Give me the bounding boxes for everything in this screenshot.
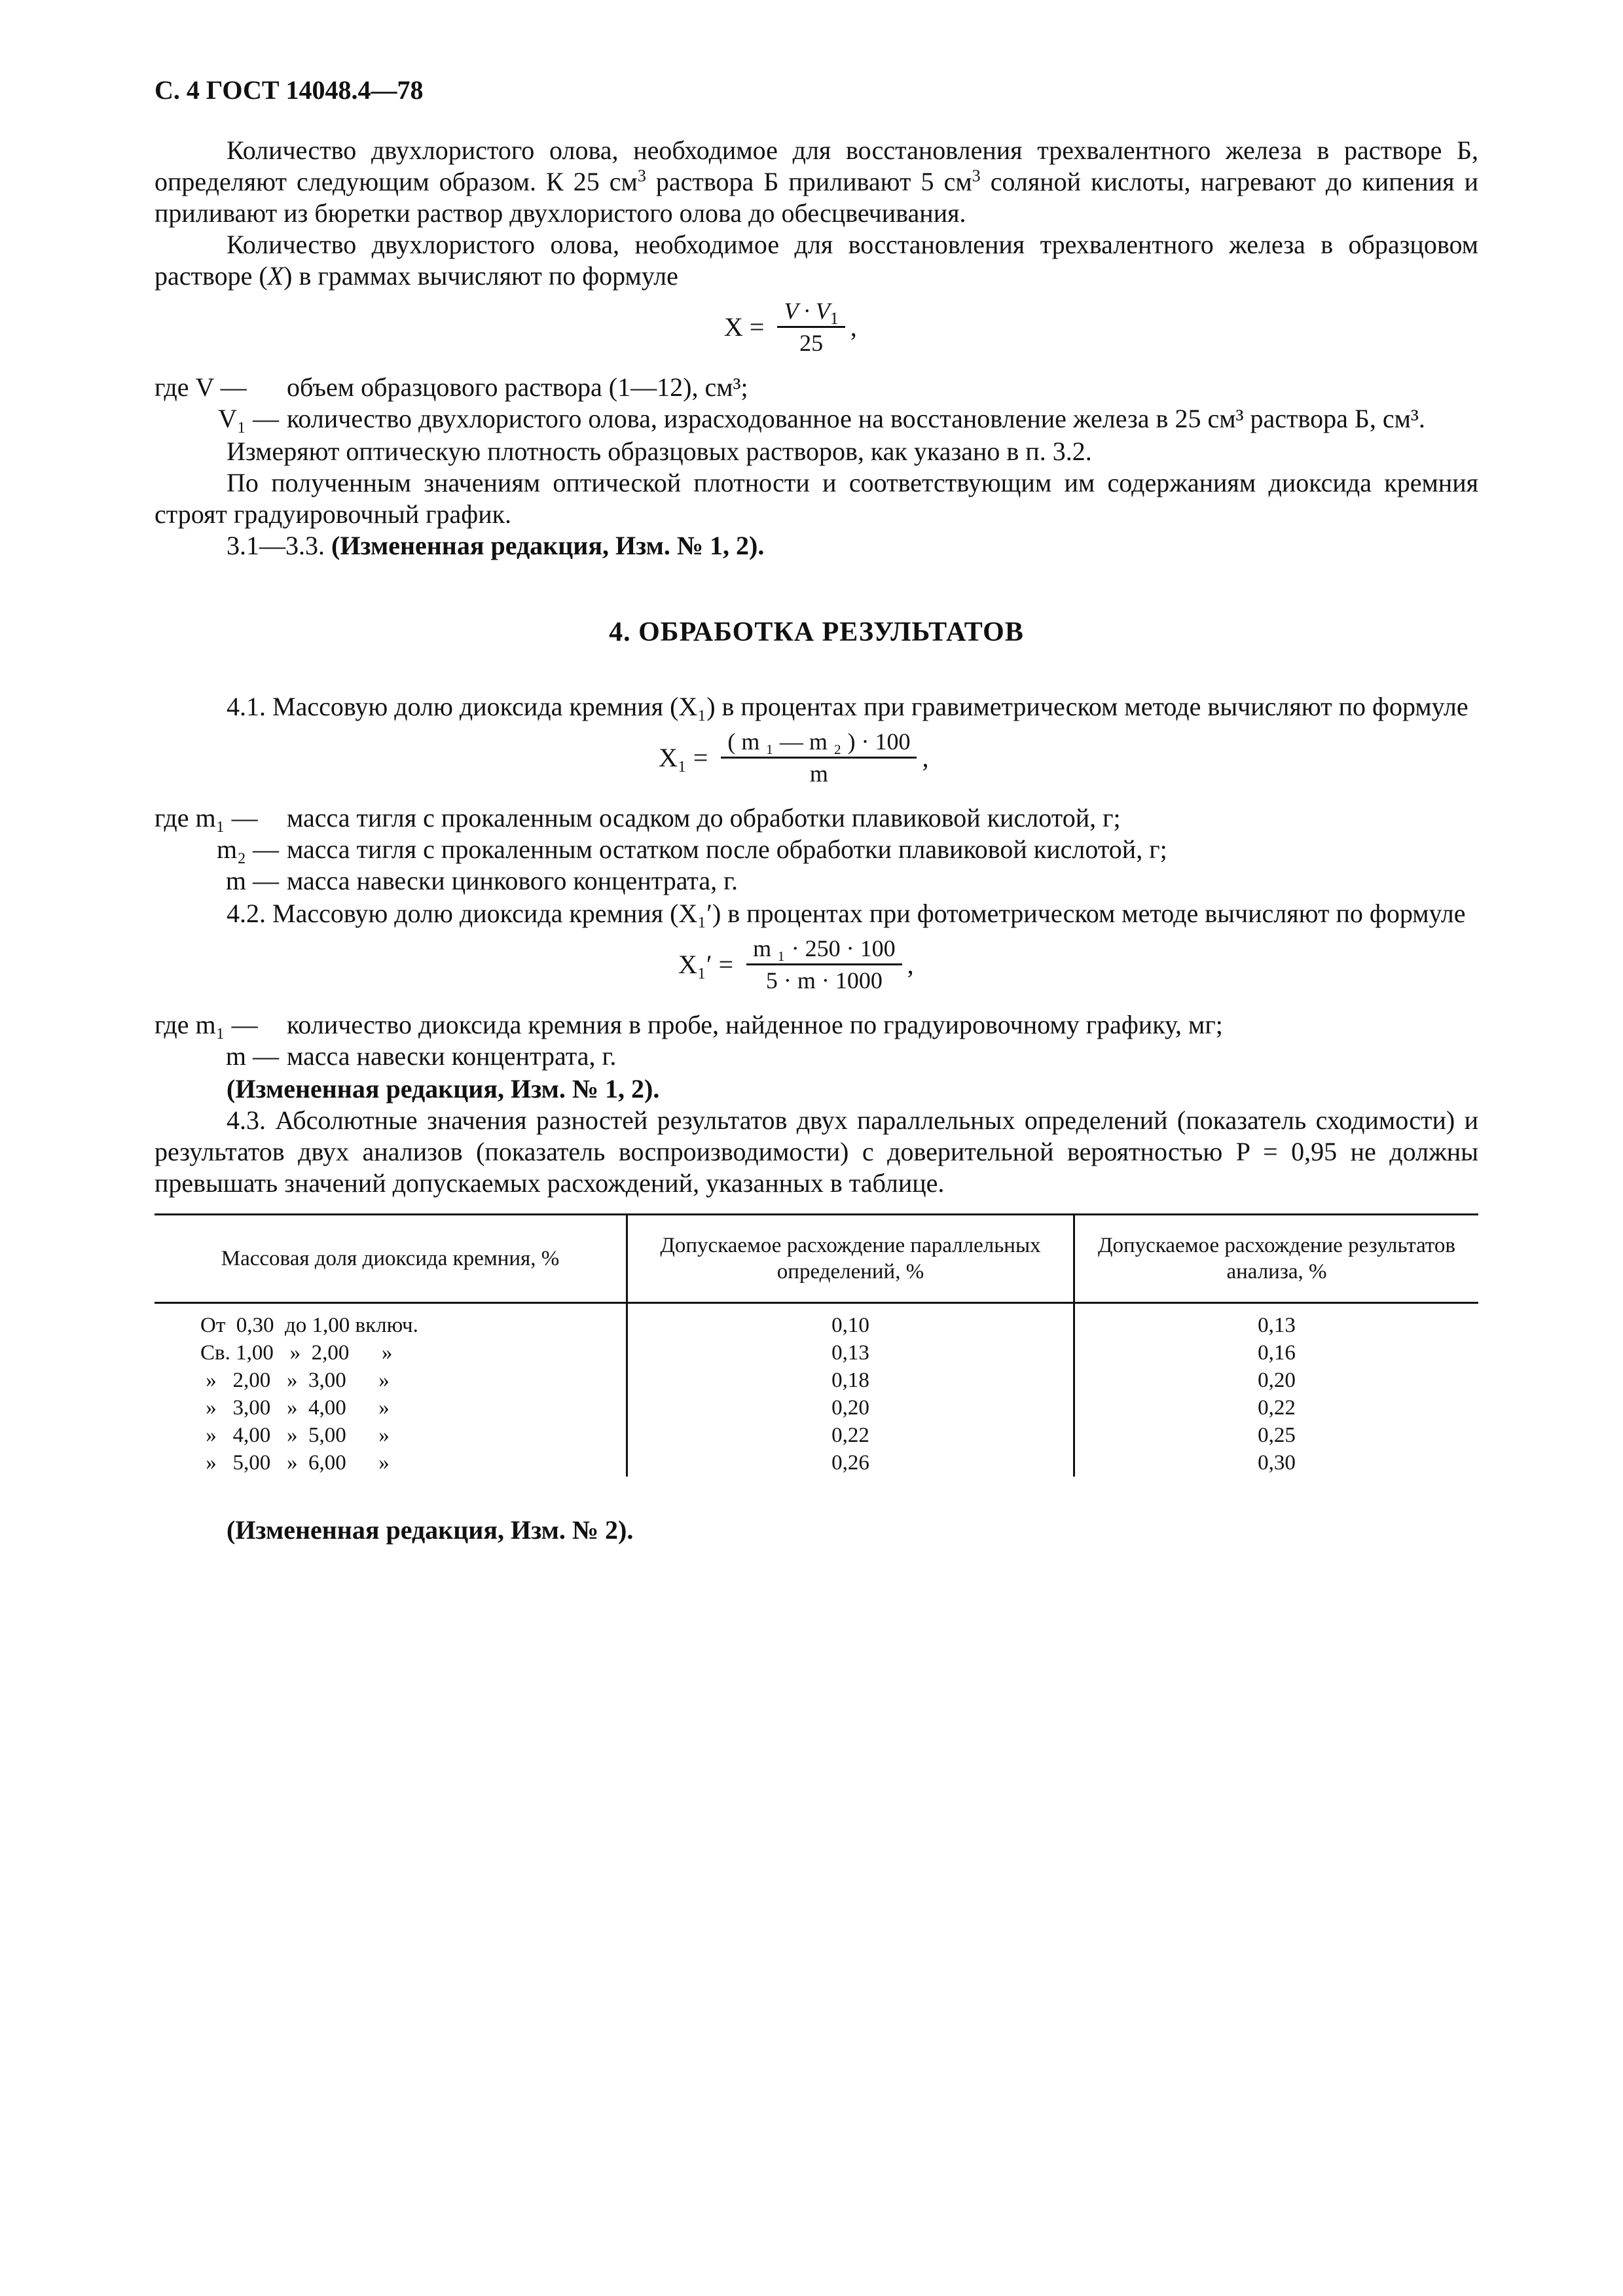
page-header: С. 4 ГОСТ 14048.4—78 [155, 75, 424, 105]
table-row: Св. 1,00 » 2,00 » 0,13 0,16 [155, 1339, 1478, 1367]
definition-item: где m₁ — масса тигля с прокаленным осадком до обработки плавиковой кислотой, г; [155, 803, 1121, 833]
definition-item: V₁ — количество двухлористого олова, израсходованное на восстановление железа в 25 см³ раствора Б, см³. [218, 404, 1425, 433]
formula-x1-prime-numerator: m ₁ · 250 · 100 [746, 935, 902, 965]
formula-x-denominator: 25 [799, 330, 824, 356]
definition-item: где m₁ — количество диоксида кремния в пробе, найденное по градуировочному графику, мг; [155, 1010, 1223, 1039]
definitions-3 [155, 1009, 1478, 1072]
formula-x-lhs: X = [724, 312, 765, 342]
document-page [155, 65, 1478, 2265]
paragraph-3: Измеряют оптическую плотность образцовых растворов, как указано в п. 3.2. [227, 437, 1092, 466]
table-header-cell: Допускаемое расхождение результатов анализа, % [1074, 1215, 1479, 1303]
table-row: » 2,00 » 3,00 » 0,18 0,20 [155, 1367, 1478, 1394]
formula-x1-denominator: m [809, 761, 828, 787]
paragraph-1: Количество двухлористого олова, необходимое для восстановления трехвалентного железа в растворе Б, определяют следующим образом. К 25 $см^3$ раствора Б приливают 5 $см^3$ соляной кислоты, нагревают до кипения и приливают из бюретки раствор двухлористого олова до обесцвечивания. [155, 135, 1478, 228]
section-title: 4. ОБРАБОТКА РЕЗУЛЬТАТОВ [609, 617, 1024, 647]
formula-x1-prime-lhs: X₁′ = [678, 949, 734, 979]
paragraph-4-2: 4.2. Массовую долю диоксида кремния (X₁′) в процентах при фотометрическом методе вычисляют по формуле [227, 899, 1466, 928]
paragraph-2: Количество двухлористого олова, необходимое для восстановления трехвалентного железа в образцовом растворе (X) в граммах вычисляют по формуле [155, 230, 1478, 291]
definition-item: где V — объем образцового раствора (1—12), см³; [155, 372, 748, 402]
paragraph-4-3: 4.3. Абсолютные значения разностей результатов двух параллельных определений (показатель сходимости) и результатов двух анализов (показатель воспроизводимости) с доверительной вероятностью P = 0,95 не должны превышать значений допускаемых расхождений, указанных в таблице. [155, 1105, 1478, 1198]
table-row: От 0,30 до 1,00 включ. 0,10 0,13 [155, 1303, 1478, 1340]
table-header-row [155, 1215, 1478, 1303]
definition-item: m — масса навески концентрата, г. [225, 1041, 617, 1071]
table-header-cell: Допускаемое расхождение параллельных определений, % [627, 1215, 1074, 1303]
paragraph-4-1: 4.1. Массовую долю диоксида кремния (X₁) в процентах при гравиметрическом методе вычисляют по формуле [227, 692, 1468, 721]
table-row: » 4,00 » 5,00 » 0,22 0,25 [155, 1422, 1478, 1449]
paragraph-5: 3.1—3.3. (Измененная редакция, Изм. № 1, 2). [227, 531, 765, 560]
amendment-note: (Измененная редакция, Изм. № 1, 2). [227, 1074, 660, 1103]
tolerance-table [155, 1213, 1478, 1477]
formula-x: X = $\frac{V \cdot V_1}{25}$ , [724, 298, 857, 356]
table-row: » 5,00 » 6,00 » 0,26 0,30 [155, 1449, 1478, 1477]
paragraph-4: По полученным значениям оптической плотности и соответствующим им содержаниям диоксида кремния строят градуировочный график. [155, 468, 1478, 529]
definitions-2 [155, 802, 1478, 897]
formula-x1-lhs: X₁ = [659, 742, 708, 772]
formula-x1: X₁ = $\frac{\text{( m ₁ — m ₂ ) · 100}}{m}$ , [659, 728, 929, 787]
formula-x-numerator: $V \cdot V_1$ [777, 297, 845, 328]
final-amendment-note: (Измененная редакция, Изм. № 2). [227, 1515, 634, 1545]
definition-item: m₂ — масса тигля с прокаленным остатком после обработки плавиковой кислотой, г; [216, 834, 1167, 864]
definition-item: m — масса навески цинкового концентрата, г. [225, 866, 739, 895]
table-header-cell: Массовая доля диоксида кремния, % [155, 1215, 627, 1303]
formula-x1-prime: X₁′ = $\frac{\text{m ₁ · 250 · 100}}{5 \cdot m \cdot 1000}$ , [678, 935, 914, 994]
formula-x1-numerator: ( m ₁ — m ₂ ) · 100 [721, 728, 917, 759]
definitions-1 [155, 372, 1478, 435]
table-row: » 3,00 » 4,00 » 0,20 0,22 [155, 1394, 1478, 1422]
formula-x1-prime-denominator: 5 · m · 1000 [765, 967, 883, 994]
